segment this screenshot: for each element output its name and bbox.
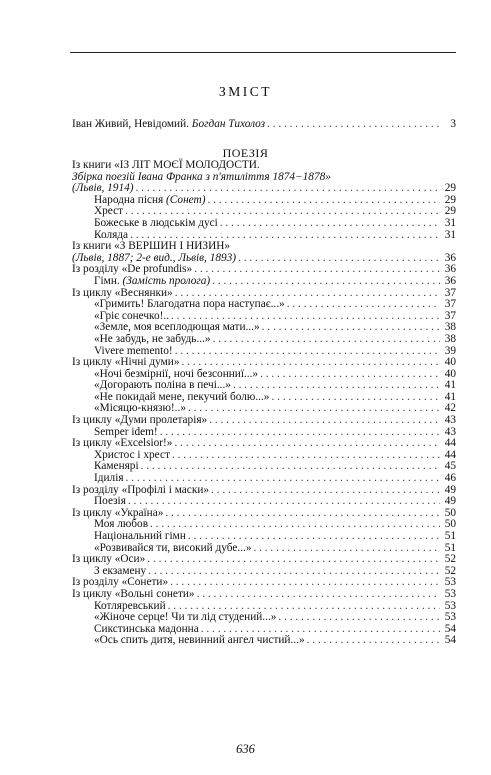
toc-page-number: 53	[444, 587, 456, 600]
toc-entry-text: (Львів, 1887; 2-е вид., Львів, 1893)	[72, 251, 237, 264]
toc-page-number: 42	[444, 402, 456, 415]
toc-entry-title	[94, 635, 305, 647]
dot-leader	[260, 369, 440, 381]
toc-page-number: 52	[444, 553, 456, 566]
dot-leader	[220, 218, 440, 230]
dot-leader	[147, 554, 440, 566]
toc-entry-text: «Гримить! Благодатна пора наступає...»	[94, 298, 285, 311]
toc-page-number: 31	[444, 216, 456, 229]
toc-row	[72, 635, 456, 647]
dot-leader	[238, 253, 440, 265]
toc-page-number: 41	[444, 379, 456, 392]
toc-entry-text: Хрест	[94, 205, 124, 218]
toc-page-number: 44	[444, 448, 456, 461]
toc-entry-title	[72, 119, 265, 131]
dot-leader	[160, 427, 440, 439]
dot-leader	[267, 119, 440, 131]
toc-page-number: 53	[444, 576, 456, 589]
toc-page-number: 50	[444, 506, 456, 519]
dot-leader	[212, 276, 440, 288]
dot-leader	[307, 635, 440, 647]
dot-leader	[207, 195, 440, 207]
toc-entry-text: (Замість пролога)	[122, 274, 211, 287]
dot-leader	[148, 566, 440, 578]
toc-page-number: 31	[444, 228, 456, 241]
toc-page-number: 36	[444, 274, 456, 287]
toc-page-number: 44	[444, 437, 456, 450]
toc-page-number: 29	[444, 205, 456, 218]
toc-entry-text: «Місяцю-князю!..»	[94, 402, 186, 415]
toc-entry-title	[72, 485, 209, 497]
toc-entry-text: «Жіноче серце! Чи ти лід студений...»	[94, 611, 277, 624]
dot-leader	[209, 415, 440, 427]
toc-entry-text: Із циклу «Думи пролетарія»	[72, 414, 208, 427]
dot-leader	[174, 438, 440, 450]
toc-entry-text: Із циклу «Вольні сонети»	[72, 587, 195, 600]
toc-entry-text: Коляда	[94, 228, 129, 241]
toc-page-number: 29	[444, 193, 456, 206]
toc-page-number: 29	[444, 182, 456, 195]
toc-page-number: 41	[444, 390, 456, 403]
toc-entry-text: «Догорають поліна в печі...»	[94, 379, 231, 392]
toc-entry-text: (Львів, 1914)	[72, 182, 134, 195]
dot-leader	[150, 519, 440, 531]
toc-page-number: 36	[444, 251, 456, 264]
toc-entry-text: Із циклу «Excelsior!»	[72, 437, 173, 450]
toc-entry-text: Поезія	[94, 495, 126, 508]
toc-entry-text: Сикстинська мадонна	[94, 622, 199, 635]
toc-page-number: 49	[444, 495, 456, 508]
toc-page-number: 53	[444, 611, 456, 624]
toc-entry-text: Збірка поезій Івана Франка з п'ятиліття 1874−1878»	[72, 170, 331, 183]
toc-page-number: 45	[444, 460, 456, 473]
toc-page-number: 37	[444, 298, 456, 311]
toc-page-number: 43	[444, 425, 456, 438]
toc-entry-text: «Не покидай мене, пекучий болю...»	[94, 390, 270, 403]
top-rule	[70, 52, 456, 53]
toc-page-number: 40	[444, 356, 456, 369]
dot-leader	[172, 450, 440, 462]
toc-page-number: 37	[444, 286, 456, 299]
dot-leader	[165, 508, 440, 520]
toc-entry-text: «Розвивайся ти, високий дубе...»	[94, 541, 252, 554]
toc-entry-text: (Сонет)	[166, 193, 206, 206]
dot-leader	[141, 461, 440, 473]
intro-author-text: Іван Живий, Невідомий.	[72, 118, 192, 130]
toc-page-number: 54	[444, 622, 456, 635]
intro-author-name: Богдан Тихолоз	[191, 118, 266, 130]
section-heading: ПОЕЗІЯ	[222, 146, 269, 160]
toc-entry-text: Котляревський	[94, 599, 166, 612]
toc-entry-text: Із розділу «Профілі і маски»	[72, 483, 210, 496]
dot-leader	[211, 485, 440, 497]
toc-entry-text: Гімн.	[94, 274, 123, 287]
toc-row	[72, 485, 456, 497]
toc-page-number: 40	[444, 367, 456, 380]
dot-leader	[197, 589, 440, 601]
toc-page-number: 53	[444, 599, 456, 612]
dot-leader	[175, 346, 440, 358]
toc-entry-text: «Ночі безмірнії, ночі безсонниї...»	[94, 367, 259, 380]
dot-leader	[287, 299, 440, 311]
toc-entry-text: «Ось спить дитя, невинний ангел чистий...»	[94, 634, 305, 647]
toc-entry-text: Народна пісня	[94, 193, 167, 206]
toc-page-number: 51	[444, 530, 456, 542]
toc-entry-title	[72, 159, 260, 171]
toc-row	[72, 461, 456, 473]
intro-entry	[72, 119, 456, 131]
toc-entry-text: Із циклу «Веснянки»	[72, 286, 173, 299]
toc-entry-text: Із розділу «Сонети»	[72, 576, 169, 589]
page-number: 636	[236, 742, 255, 756]
toc-entry-title	[72, 171, 331, 183]
toc-page-number: 52	[444, 564, 456, 577]
dot-leader	[271, 392, 440, 404]
toc-entry-title	[72, 240, 230, 252]
toc-entry-text: «Не забудь, не забудь...»	[94, 332, 211, 345]
toc-entry-text: Vivere memento!	[94, 344, 173, 357]
toc-entry-text: Божеське в людськім дусі	[94, 216, 218, 229]
table-of-contents	[72, 160, 456, 647]
toc-entry-text: Із циклу «Оси»	[72, 553, 146, 566]
toc-page-number: 50	[444, 518, 456, 531]
toc-entry-text: Моя любов	[94, 518, 149, 531]
dot-leader	[128, 496, 440, 508]
toc-page-number: 46	[444, 472, 456, 485]
toc-entry-text: Із книги «З ВЕРШИН І НИЗИН»	[72, 240, 231, 253]
page-title: ЗМІСТ	[218, 84, 272, 99]
toc-entry-text: Із книги «ІЗ ЛІТ МОЄЇ МОЛОДОСТИ.	[72, 159, 260, 171]
toc-entry-text: Semper idem!	[94, 425, 158, 438]
toc-entry-text: З екзамену	[94, 564, 147, 577]
toc-entry-text: Із циклу «Нічні думи»	[72, 356, 180, 369]
toc-page-number: 3	[450, 118, 456, 130]
toc-entry-text: Каменярі	[94, 460, 139, 473]
toc-entry-text: Із циклу «Україна»	[72, 506, 164, 519]
toc-entry-text: Із розділу «De profundis»	[72, 263, 193, 276]
toc-page-number: 37	[444, 309, 456, 322]
toc-page-number: 49	[444, 483, 456, 496]
toc-entry-text: Ідилія	[94, 472, 124, 485]
toc-page-number: 54	[444, 634, 456, 647]
toc-entry-text: «Земле, моя всеплодющая мати...»	[94, 321, 260, 334]
dot-leader	[253, 543, 440, 555]
toc-page-number: 38	[444, 332, 456, 345]
toc-row	[72, 119, 456, 131]
dot-leader	[213, 334, 440, 346]
toc-entry-text: Христос і хрест	[94, 448, 170, 461]
dot-leader	[278, 612, 440, 624]
toc-row	[72, 218, 456, 230]
toc-row	[72, 195, 456, 207]
dot-leader	[188, 403, 440, 415]
toc-page-number: 38	[444, 321, 456, 334]
toc-page-number: 36	[444, 263, 456, 276]
dot-leader	[170, 577, 440, 589]
toc-page-number: 51	[444, 541, 456, 554]
toc-page-number: 39	[444, 344, 456, 357]
toc-entry-text: Національний гімн	[94, 530, 186, 542]
dot-leader	[262, 322, 440, 334]
toc-entry-text: «Гріє сонечко!..	[94, 309, 170, 322]
dot-leader	[194, 264, 440, 276]
toc-page-number: 43	[444, 414, 456, 427]
